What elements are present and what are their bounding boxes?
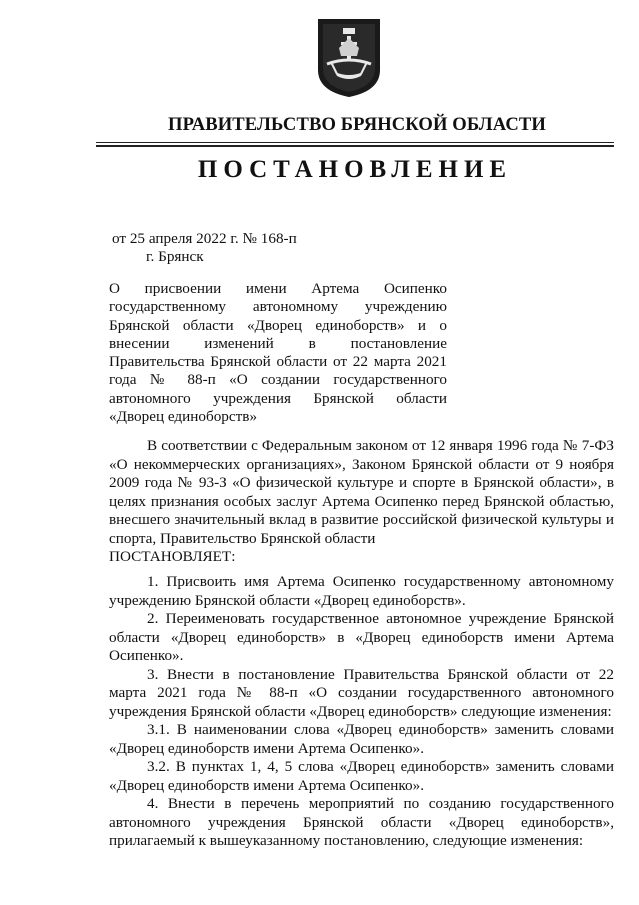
item-3-1: 3.1. В наименовании слова «Дворец единоборств» заменить словами «Дворец единоборств имени Артема Осипенко». xyxy=(109,721,614,757)
header-divider-thin xyxy=(96,142,614,143)
item-4: 4. Внести в перечень мероприятий по созданию государственного автономного учреждения Брянской области «Дворец единоборств», прилагаемый к вышеуказанному постановлению, следующие изменения: xyxy=(109,795,614,849)
government-title: ПРАВИТЕЛЬСТВО БРЯНСКОЙ ОБЛАСТИ xyxy=(168,114,546,135)
document-date: 25 апреля 2022 г. xyxy=(129,230,239,247)
item-3-2: 3.2. В пунктах 1, 4, 5 слова «Дворец единоборств» заменить словами «Дворец единоборств имени Артема Осипенко». xyxy=(109,758,614,794)
date-prefix: от xyxy=(112,230,127,247)
item-3: 3. Внести в постановление Правительства Брянской области от 22 марта 2021 года № 88-п «О создании государственного автономного учреждения Брянской области «Дворец единоборств» следующие изменения: xyxy=(109,665,614,720)
document-type: ПОСТАНОВЛЕНИЕ xyxy=(197,156,513,183)
preamble xyxy=(109,437,614,567)
header-divider-thick xyxy=(96,145,614,147)
document-number: 168-п xyxy=(260,230,297,247)
preamble-text: В соответствии с Федеральным законом от 12 января 1996 года № 7-ФЗ «О некоммерческих организациях», Законом Брянской области от 9 ноября 2009 года № 93-З «О физической культуре и спорте в Брянской области», в целях признания особых заслуг Артема Осипенко перед Брянской областью, внесшего значительный вклад в развитие российской физической культуры и спорта, Правительство Брянской области xyxy=(109,437,614,547)
resolves-word: ПОСТАНОВЛЯЕТ: xyxy=(109,548,236,565)
date-number-line xyxy=(112,230,297,248)
city: г. Брянск xyxy=(146,248,204,265)
item-1: 1. Присвоить имя Артема Осипенко государственному автономному учреждению Брянской области «Дворец единоборств». xyxy=(109,573,614,609)
bryansk-coat-of-arms-icon xyxy=(317,18,381,98)
item-2: 2. Переименовать государственное автономное учреждение Брянской области «Дворец единоборств» в «Дворец единоборств имени Артема Осипенко». xyxy=(109,610,614,664)
resolution-items xyxy=(109,573,614,851)
document-subject: О присвоении имени Артема Осипенко государственному автономному учреждению Брянской области «Дворец единоборств» и о внесении изменений в постановление Правительства Брянской области от 22 марта 2021 года № 88-п «О создании государственного автономного учреждения Брянской области «Дворец единоборств» xyxy=(109,280,447,426)
number-sign: № xyxy=(242,230,257,247)
